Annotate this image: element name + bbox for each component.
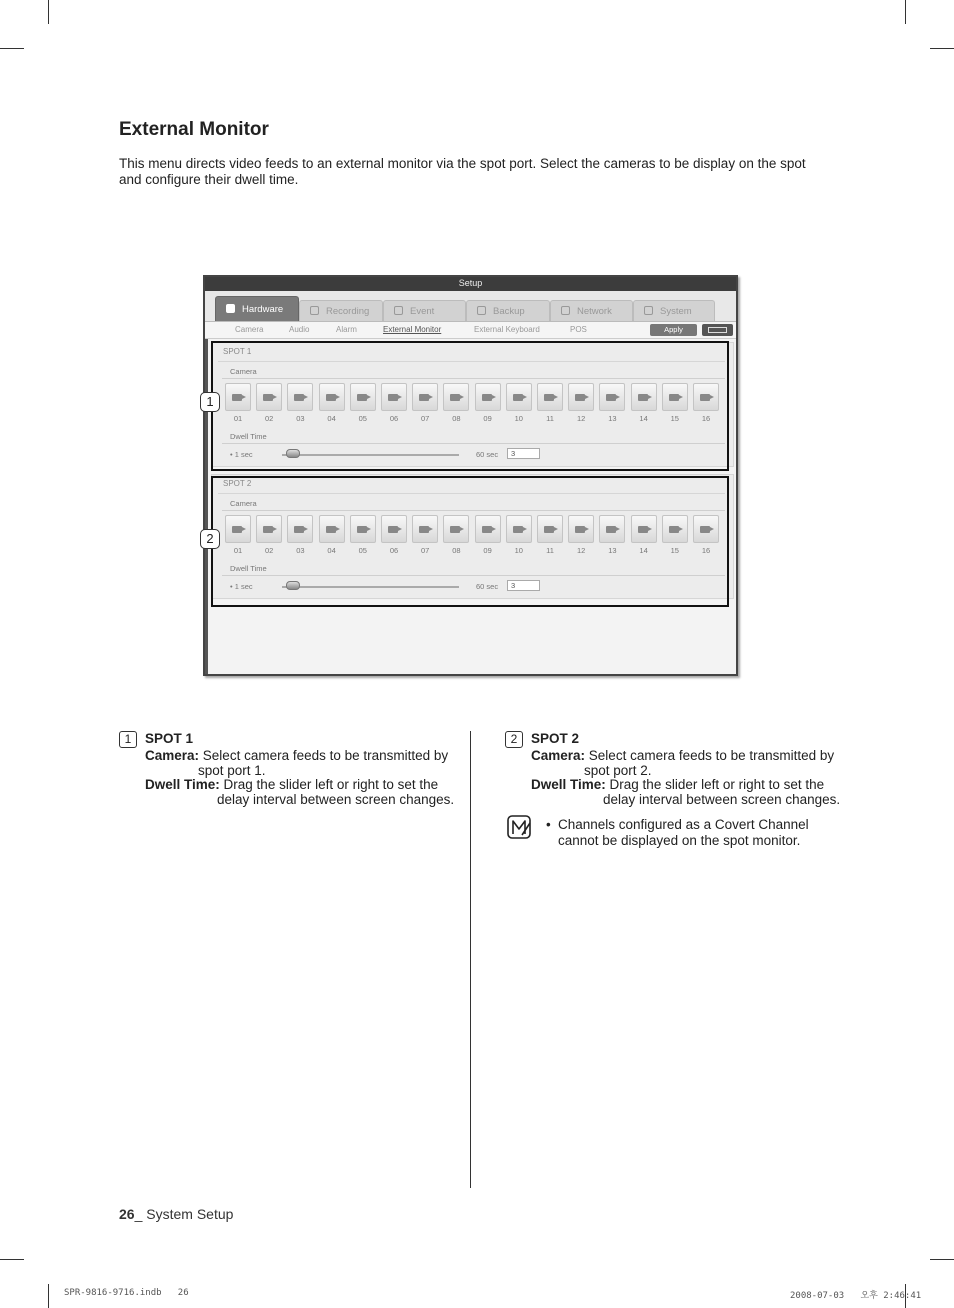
bullet: •: [230, 582, 235, 591]
keyboard-icon: [708, 327, 727, 333]
dwell-group-label: Dwell Time: [230, 564, 267, 573]
window-titlebar: [205, 277, 736, 291]
camera-number: 06: [389, 546, 399, 555]
apply-button[interactable]: Apply: [650, 324, 697, 336]
camera-number: 02: [265, 414, 274, 423]
description-title: SPOT 1: [145, 731, 194, 746]
hardware-icon: [226, 304, 235, 313]
subtab-alarm[interactable]: Alarm: [336, 325, 357, 334]
page-number: 26: [119, 1206, 135, 1222]
tab-label: Hardware: [242, 304, 284, 315]
subtab-audio[interactable]: Audio: [289, 325, 310, 334]
description-number: 1: [119, 731, 137, 748]
camera-number: 13: [608, 414, 617, 423]
window-title: Setup: [458, 278, 483, 288]
spot-label: SPOT 2: [223, 479, 252, 488]
dwell-description: Drag the slider left or right to set the: [223, 777, 439, 792]
camera-number: 16: [701, 414, 711, 423]
crop-mark: [905, 0, 906, 24]
note: [546, 817, 816, 849]
dwell-term: Dwell Time:: [531, 777, 606, 792]
callout-box-spot-1: [211, 341, 729, 471]
camera-number: 12: [577, 546, 586, 555]
tab-label: Recording: [326, 306, 370, 317]
crop-mark: [48, 1284, 49, 1308]
camera-number: 09: [483, 414, 492, 423]
note-bullet: •: [546, 817, 551, 832]
tab-label: Backup: [493, 306, 525, 317]
camera-group-label: Camera: [230, 367, 257, 376]
camera-number: 03: [296, 546, 305, 555]
dwell-description-cont: delay interval between screen changes.: [217, 792, 455, 807]
dwell-max-label: 60 sec: [476, 582, 499, 591]
dwell-max-label: 60 sec: [476, 450, 499, 459]
subtab-camera[interactable]: Camera: [235, 325, 264, 334]
camera-number: 15: [670, 546, 679, 555]
network-icon: [561, 306, 570, 315]
bullet: •: [230, 450, 235, 459]
subtab-external-keyboard[interactable]: External Keyboard: [474, 325, 540, 334]
camera-group-label: Camera: [230, 499, 257, 508]
camera-description: Select camera feeds to be transmitted by: [588, 748, 835, 763]
subtab-pos[interactable]: POS: [570, 325, 587, 334]
camera-number: 13: [608, 546, 617, 555]
camera-description: Select camera feeds to be transmitted by: [202, 748, 449, 763]
camera-number: 02: [265, 546, 274, 555]
sub-tab-bar: [205, 321, 736, 339]
camera-number: 10: [514, 546, 523, 555]
page-section: _ System Setup: [134, 1206, 234, 1222]
print-slug-file: SPR-9816-9716.indb 26: [64, 1288, 189, 1298]
system-icon: [644, 306, 653, 315]
column-divider: [470, 731, 471, 1188]
camera-number: 08: [452, 414, 461, 423]
camera-number: 05: [358, 414, 367, 423]
camera-description-cont: spot port 2.: [584, 763, 652, 778]
dwell-time-input[interactable]: 3: [507, 580, 540, 591]
camera-number: 14: [639, 546, 648, 555]
tab-label: Network: [577, 306, 612, 317]
event-icon: [394, 306, 403, 315]
dwell-group-label: Dwell Time: [230, 432, 267, 441]
camera-term: Camera:: [145, 748, 200, 763]
crop-mark: [48, 0, 49, 24]
camera-number: 03: [296, 414, 305, 423]
description-number: 2: [505, 731, 523, 748]
backup-icon: [477, 306, 486, 315]
camera-number: 12: [577, 414, 586, 423]
camera-term: Camera:: [531, 748, 586, 763]
camera-number: 07: [421, 546, 430, 555]
camera-number: 10: [514, 414, 523, 423]
recording-icon: [310, 306, 319, 315]
camera-number: 01: [233, 414, 243, 423]
camera-number: 05: [358, 546, 367, 555]
dwell-description: Drag the slider left or right to set the: [609, 777, 825, 792]
tab-system[interactable]: [633, 300, 715, 322]
tab-backup[interactable]: [466, 300, 550, 322]
crop-mark: [0, 48, 24, 49]
camera-number: 04: [327, 414, 336, 423]
tab-recording[interactable]: [299, 300, 383, 322]
tab-event[interactable]: [383, 300, 466, 322]
dwell-term: Dwell Time:: [145, 777, 220, 792]
page-footer: [119, 1206, 233, 1222]
tab-hardware[interactable]: [215, 296, 299, 322]
camera-number: 09: [483, 546, 492, 555]
print-slug-date: 2008-07-03 오후 2:46:41: [790, 1291, 922, 1301]
crop-mark: [0, 1259, 24, 1260]
dwell-min-value: 1 sec: [234, 450, 253, 459]
dwell-description-cont: delay interval between screen changes.: [603, 792, 841, 807]
description-title: SPOT 2: [531, 731, 580, 746]
tab-network[interactable]: [550, 300, 633, 322]
subtab-external-monitor[interactable]: External Monitor: [383, 325, 442, 334]
tab-label: System: [660, 306, 692, 317]
camera-number: 08: [452, 546, 461, 555]
intro-paragraph: This menu directs video feeds to an external monitor via the spot port. Select the cameras to be display on the spot and configure their dwell time.: [119, 156, 806, 187]
virtual-keyboard-button[interactable]: [702, 324, 733, 336]
camera-number: 04: [327, 546, 336, 555]
dwell-min-value: 1 sec: [234, 582, 253, 591]
tab-label: Event: [410, 306, 435, 317]
note-icon: [506, 814, 533, 841]
crop-mark: [930, 1259, 954, 1260]
main-tab-bar: [205, 291, 736, 321]
camera-number: 11: [546, 414, 554, 423]
crop-mark: [930, 48, 954, 49]
callout-number-2: 2: [200, 529, 220, 549]
camera-number: 06: [389, 414, 399, 423]
spot-label: SPOT 1: [223, 347, 252, 356]
camera-number: 15: [670, 414, 679, 423]
camera-number: 11: [546, 546, 554, 555]
camera-number: 14: [639, 414, 648, 423]
camera-number: 07: [421, 414, 430, 423]
section-title: External Monitor: [119, 119, 269, 140]
camera-number: 01: [233, 546, 243, 555]
callout-box-spot-2: [211, 476, 729, 607]
callout-number-1: 1: [200, 392, 220, 412]
dwell-time-input[interactable]: 3: [507, 448, 540, 459]
camera-description-cont: spot port 1.: [198, 763, 266, 778]
note-text: Channels configured as a Covert Channel cannot be displayed on the spot monitor.: [558, 817, 809, 848]
camera-number: 16: [701, 546, 711, 555]
